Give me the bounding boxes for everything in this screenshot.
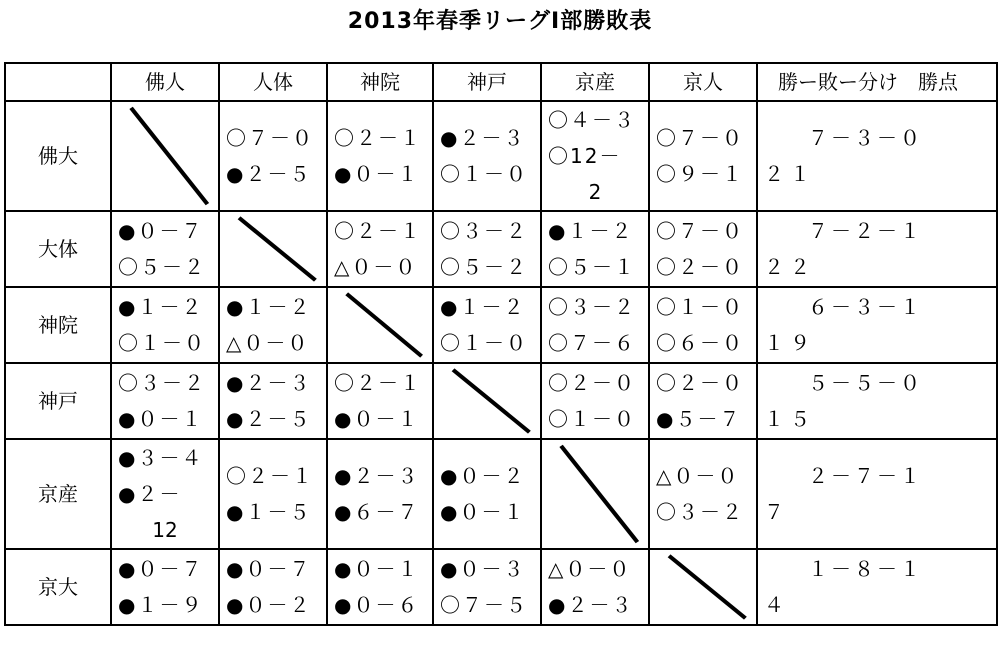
match-result: 〇９－１ [656, 162, 744, 186]
match-cell [649, 363, 757, 439]
match-result: △０－０ [656, 464, 740, 488]
match-cell [649, 439, 757, 549]
match-result: ●１－２ [226, 295, 312, 319]
col-header: 神戸 [433, 63, 541, 101]
match-result: 〇５－２ [118, 255, 206, 279]
match-cell [433, 439, 541, 549]
match-cell [541, 549, 649, 625]
points: １５ [764, 407, 816, 431]
match-cell [111, 439, 219, 549]
diagonal-slash [650, 550, 756, 624]
win-loss-draw: １－８－１ [808, 557, 923, 581]
match-result: ●０－１ [334, 162, 420, 186]
match-result: ●０－７ [118, 219, 204, 243]
win-loss-draw: ６－３－１ [808, 295, 923, 319]
record-cell [757, 101, 997, 211]
record-header: 勝ー敗ー分け 勝点 [757, 63, 997, 101]
record-cell [757, 287, 997, 363]
diagonal-cell [219, 211, 327, 287]
row-header: 神戸 [5, 363, 111, 439]
match-result: ●０－２ [440, 464, 526, 488]
match-result: ●０－１ [440, 500, 526, 524]
match-result: 〇２－１ [334, 126, 422, 150]
match-result: 〇７－０ [656, 219, 744, 243]
record-cell [757, 211, 997, 287]
match-result: ●２－３ [548, 593, 634, 617]
row-header: 佛大 [5, 101, 111, 211]
match-result: ●６－７ [334, 500, 420, 524]
match-result: 〇２－１ [226, 464, 314, 488]
match-result: ●０－７ [118, 557, 204, 581]
match-result: ●２－５ [226, 407, 312, 431]
match-cell [111, 363, 219, 439]
match-result: △０－０ [548, 557, 632, 581]
match-cell [327, 211, 433, 287]
record-cell [757, 363, 997, 439]
record-cell [757, 439, 997, 549]
match-result: ●２－３ [226, 371, 312, 395]
diagonal-cell [111, 101, 219, 211]
points: ４ [764, 593, 790, 617]
match-result: ●２－３ [440, 126, 526, 150]
match-cell [649, 101, 757, 211]
col-header: 神院 [327, 63, 433, 101]
diagonal-cell [433, 363, 541, 439]
col-header: 佛人 [111, 63, 219, 101]
match-result: 〇１－０ [656, 295, 744, 319]
table-row [5, 101, 997, 211]
match-result: 2 [588, 180, 602, 204]
page-title: 2013年春季リーグⅠ部勝敗表 [347, 9, 653, 34]
match-cell [327, 101, 433, 211]
match-result: 〇３－２ [656, 500, 744, 524]
match-result: ●０－６ [334, 593, 420, 617]
match-cell [541, 211, 649, 287]
corner-cell [5, 63, 111, 101]
match-result: 〇１－０ [548, 407, 636, 431]
match-result: ●０－１ [118, 407, 204, 431]
match-result: 〇４－３ [548, 108, 636, 132]
table-row [5, 211, 997, 287]
match-result: ●１－２ [118, 295, 204, 319]
col-header: 人体 [219, 63, 327, 101]
row-header: 京大 [5, 549, 111, 625]
row-header: 神院 [5, 287, 111, 363]
match-cell [541, 363, 649, 439]
col-header: 京人 [649, 63, 757, 101]
match-result: 12 [152, 518, 178, 542]
match-cell [433, 101, 541, 211]
match-cell [541, 101, 649, 211]
table-row [5, 439, 997, 549]
match-result: 〇12－ [548, 144, 622, 168]
diagonal-slash [112, 102, 218, 210]
match-result: ●５－７ [656, 407, 742, 431]
match-cell [111, 549, 219, 625]
match-result: 〇１－０ [440, 162, 528, 186]
table-row [5, 363, 997, 439]
match-result: ●０－１ [334, 557, 420, 581]
match-result: △０－０ [334, 255, 418, 279]
match-cell [649, 287, 757, 363]
table-row [5, 287, 997, 363]
match-cell [111, 211, 219, 287]
match-cell [541, 287, 649, 363]
match-result: 〇２－０ [548, 371, 636, 395]
win-loss-draw: ２－７－１ [808, 464, 923, 488]
match-cell [219, 363, 327, 439]
match-cell [649, 211, 757, 287]
win-loss-draw: ７－３－０ [808, 126, 923, 150]
diagonal-cell [541, 439, 649, 549]
match-result: 〇７－６ [548, 331, 636, 355]
match-result: 〇２－１ [334, 371, 422, 395]
diagonal-slash [328, 288, 432, 362]
match-result: ●１－５ [226, 500, 312, 524]
match-result: ●０－７ [226, 557, 312, 581]
col-header: 京産 [541, 63, 649, 101]
match-result: 〇７－０ [656, 126, 744, 150]
match-result: ●０－１ [334, 407, 420, 431]
row-header: 京産 [5, 439, 111, 549]
match-result: 〇２－０ [656, 255, 744, 279]
match-cell [219, 287, 327, 363]
table-row [5, 549, 997, 625]
match-cell [433, 549, 541, 625]
match-result: ●１－２ [440, 295, 526, 319]
match-cell [327, 549, 433, 625]
match-result: 〇６－０ [656, 331, 744, 355]
diagonal-cell [327, 287, 433, 363]
diagonal-slash [220, 212, 326, 286]
match-result: ●２－ [118, 482, 182, 506]
match-result: 〇２－０ [656, 371, 744, 395]
match-result: ●１－９ [118, 593, 204, 617]
points: ２１ [764, 162, 816, 186]
match-cell [219, 101, 327, 211]
row-header: 大体 [5, 211, 111, 287]
match-result: 〇７－０ [226, 126, 314, 150]
match-result: 〇３－２ [118, 371, 206, 395]
match-result: ●２－３ [334, 464, 420, 488]
match-cell [433, 287, 541, 363]
points: ７ [764, 500, 790, 524]
match-result: 〇７－５ [440, 593, 528, 617]
diagonal-cell [649, 549, 757, 625]
diagonal-slash [542, 440, 648, 548]
points: １９ [764, 331, 816, 355]
match-result: 〇３－２ [548, 295, 636, 319]
match-result: △０－０ [226, 331, 310, 355]
match-result: ●２－５ [226, 162, 312, 186]
match-cell [433, 211, 541, 287]
points: ２２ [764, 255, 816, 279]
match-cell [111, 287, 219, 363]
match-result: 〇５－１ [548, 255, 636, 279]
match-cell [219, 549, 327, 625]
win-loss-draw: ５－５－０ [808, 371, 923, 395]
match-result: ●１－２ [548, 219, 634, 243]
win-loss-draw: ７－２－１ [808, 219, 923, 243]
match-result: 〇２－１ [334, 219, 422, 243]
header-row [5, 63, 997, 101]
match-result: 〇５－２ [440, 255, 528, 279]
match-result: 〇１－０ [440, 331, 528, 355]
diagonal-slash [434, 364, 540, 438]
match-result: 〇３－２ [440, 219, 528, 243]
match-result: 〇１－０ [118, 331, 206, 355]
match-cell [327, 363, 433, 439]
record-cell [757, 549, 997, 625]
match-result: ●０－３ [440, 557, 526, 581]
standings-table [4, 62, 998, 626]
match-cell [219, 439, 327, 549]
match-result: ●３－４ [118, 446, 204, 470]
match-cell [327, 439, 433, 549]
match-result: ●０－２ [226, 593, 312, 617]
